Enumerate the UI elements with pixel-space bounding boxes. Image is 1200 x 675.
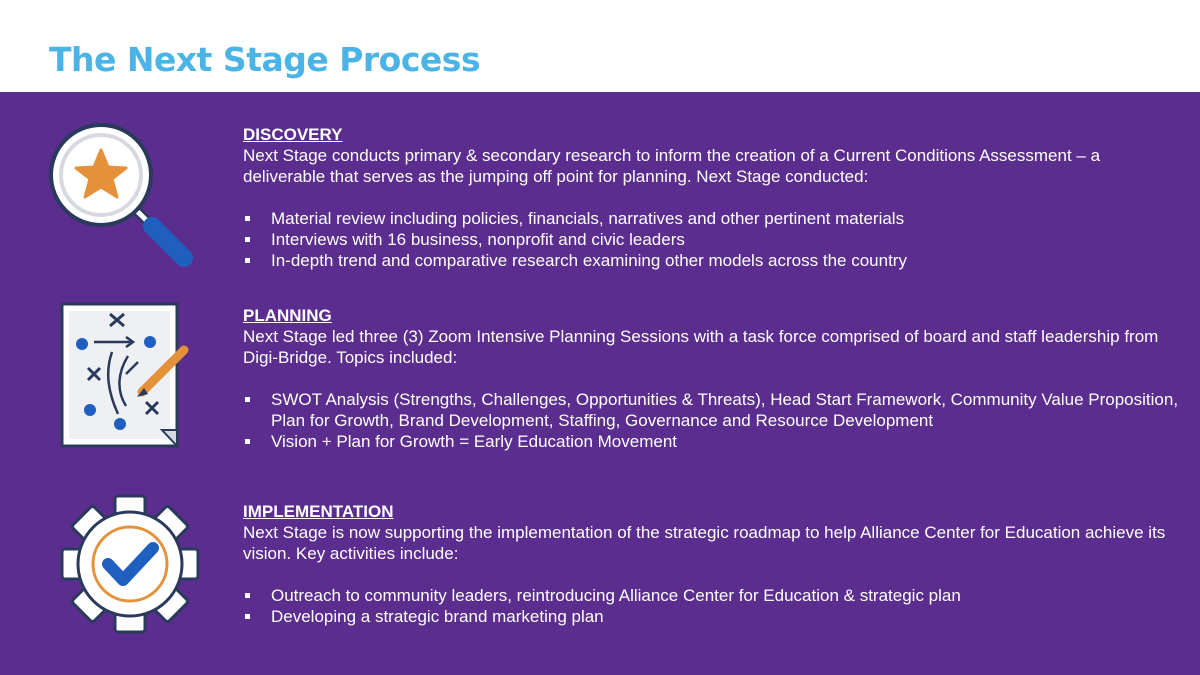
implementation-heading: IMPLEMENTATION bbox=[243, 502, 394, 521]
list-item bbox=[243, 389, 1183, 431]
discovery-bullets bbox=[243, 208, 1183, 271]
bullet-marker bbox=[245, 258, 250, 263]
bullet-text: Material review including policies, financials, narratives and other pertinent materials bbox=[271, 209, 905, 228]
bullet-marker bbox=[245, 216, 250, 221]
planning-paragraph: Next Stage led three (3) Zoom Intensive Planning Sessions with a task force comprised of board and staff leadership from Digi-Bridge. Topics included: bbox=[243, 327, 1159, 367]
strategy-board-icon bbox=[60, 302, 195, 452]
bullet-marker bbox=[245, 593, 250, 598]
planning-heading: PLANNING bbox=[243, 306, 332, 325]
list-item bbox=[243, 606, 1183, 627]
bullet-marker bbox=[245, 439, 250, 444]
list-item bbox=[243, 208, 1183, 229]
planning-section bbox=[243, 305, 1183, 452]
list-item bbox=[243, 250, 1183, 271]
list-item bbox=[243, 431, 1183, 452]
bullet-text: SWOT Analysis (Strengths, Challenges, Opportunities & Threats), Head Start Framework, Community Value Proposition, Plan for Growth, Brand Development, Staffing, Governance and Resource Development bbox=[271, 390, 1179, 430]
bullet-text: Vision + Plan for Growth = Early Education Movement bbox=[271, 432, 677, 451]
list-item bbox=[243, 229, 1183, 250]
discovery-section bbox=[243, 124, 1183, 271]
bullet-marker bbox=[245, 237, 250, 242]
discovery-paragraph: Next Stage conducts primary & secondary research to inform the creation of a Current Conditions Assessment – a deliverable that serves as the jumping off point for planning. Next Stage conducted: bbox=[243, 146, 1101, 186]
bullet-text: Developing a strategic brand marketing plan bbox=[271, 607, 604, 626]
discovery-heading: DISCOVERY bbox=[243, 125, 343, 144]
magnifier-star-icon bbox=[44, 122, 204, 272]
list-item bbox=[243, 585, 1183, 606]
planning-bullets bbox=[243, 389, 1183, 452]
bullet-marker bbox=[245, 397, 250, 402]
implementation-bullets bbox=[243, 585, 1183, 627]
bullet-text: Outreach to community leaders, reintroducing Alliance Center for Education & strategic plan bbox=[271, 586, 961, 605]
gear-check-icon bbox=[60, 494, 200, 634]
bullet-marker bbox=[245, 614, 250, 619]
bullet-text: In-depth trend and comparative research examining other models across the country bbox=[271, 251, 907, 270]
slide-title: The Next Stage Process bbox=[49, 40, 481, 79]
implementation-paragraph: Next Stage is now supporting the implementation of the strategic roadmap to help Alliance Center for Education achieve its vision. Key activities include: bbox=[243, 523, 1166, 563]
implementation-section bbox=[243, 501, 1183, 627]
bullet-text: Interviews with 16 business, nonprofit and civic leaders bbox=[271, 230, 685, 249]
